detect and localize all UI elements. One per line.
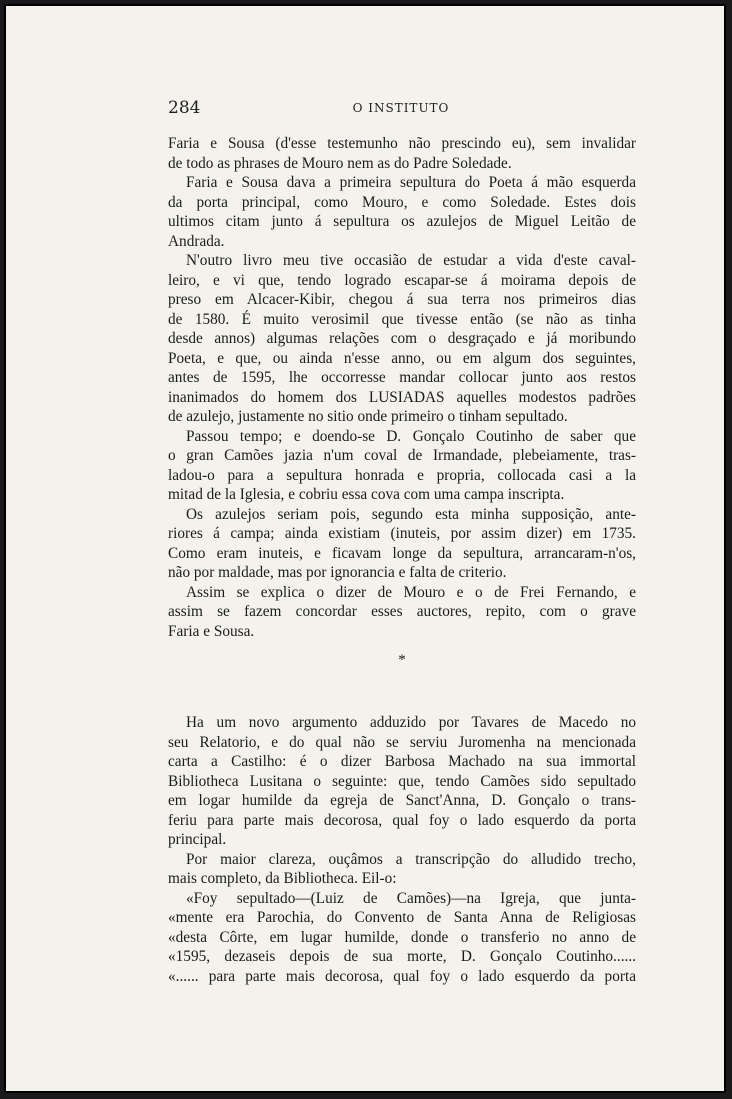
text-line: em logar humilde da egreja de Sanct'Anna, D. Gonçalo o trans- [168, 792, 636, 809]
text-line: «...... para parte mais decorosa, qual foy o lado esquerdo da porta [168, 967, 636, 985]
text-line: mais completo, da Bibliotheca. Eil-o: [168, 870, 397, 887]
paragraph-block-1 [168, 134, 636, 641]
running-title: O INSTITUTO [352, 101, 450, 115]
text-line: «Foy sepultado—(Luiz de Camões)—na Igreja, que junta- [186, 889, 636, 907]
text-line: Como eram inuteis, e ficavam longe da sepultura, arrancaram-n'os, [168, 544, 636, 562]
text-line: Os azulejos seriam pois, segundo esta minha supposição, ante- [186, 505, 636, 523]
section-separator: * [398, 652, 406, 668]
text-line: mitad de la Iglesia, e cobriu essa cova com uma campa inscripta. [168, 486, 565, 503]
text-line: desde annos) algumas relações com o desgraçado e já moribundo [168, 330, 636, 347]
text-line: de azulejo, justamente no sitio onde primeiro o tinham sepultado. [168, 408, 568, 425]
text-line: «1595, dezaseis depois de sua morte, D. Gonçalo Coutinho...... [168, 948, 636, 965]
text-line: de todo as phrases de Mouro nem as do Padre Soledade. [168, 154, 512, 172]
page-number: 284 [168, 98, 201, 118]
text-line: Por maior clareza, ouçâmos a transcripção do alludido trecho, [186, 850, 636, 868]
paragraph-block-2 [168, 713, 636, 986]
text-line: seu Relatorio, e do qual não se serviu Juromenha na mencionada [168, 733, 636, 751]
text-line: preso em Alcacer-Kibir, chegou á sua terra nos primeiros dias [168, 291, 636, 308]
text-line: Passou tempo; e doendo-se D. Gonçalo Coutinho de saber que [186, 427, 636, 445]
text-line: Bibliotheca Lusitana o seguinte: que, tendo Camões sido sepultado [168, 772, 636, 790]
text-line: N'outro livro meu tive occasião de estudar a vida d'este caval- [186, 252, 636, 269]
text-line: o gran Camões jazia n'um coval de Irmandade, plebeiamente, tras- [168, 447, 636, 464]
page-header [168, 98, 634, 120]
text-line: ultimos citam junto á sepultura os azulejos de Miguel Leitão de [168, 213, 636, 230]
text-line: carta a Castilho: é o dizer Barbosa Machado na sua immortal [168, 753, 636, 770]
text-line: Faria e Sousa (d'esse testemunho não prescindo eu), sem invalidar [168, 135, 636, 152]
text-line: feriu para parte mais decorosa, qual foy o lado esquerdo da porta [168, 811, 636, 829]
body-text [168, 134, 636, 986]
text-line: da porta principal, como Mouro, e como Soledade. Estes dois [168, 193, 636, 211]
text-line: principal. [168, 831, 227, 848]
text-line: Faria e Sousa dava a primeira sepultura do Poeta á mão esquerda [186, 174, 636, 191]
text-line: Faria e Sousa. [168, 622, 255, 640]
text-line: não por maldade, mas por ignorancia e falta de criterio. [168, 564, 507, 581]
text-line: inanimados do homem dos LUSIADAS aquelles modestos padrões [168, 388, 636, 406]
text-line: leiro, e vi que, tendo logrado escapar-se á moirama depois de [168, 271, 636, 289]
text-line: «mente era Parochia, do Convento de Santa Anna de Religiosas [168, 909, 636, 926]
text-line: «desta Côrte, em lugar humilde, donde o transferio no anno de [168, 928, 636, 946]
text-line: antes de 1595, lhe occorresse mandar collocar junto aos restos [168, 369, 636, 386]
text-line: Ha um novo argumento adduzido por Tavares de Macedo no [186, 714, 636, 731]
text-line: Andrada. [168, 232, 225, 250]
book-page [4, 4, 726, 1093]
text-line: assim se fazem concordar esses auctores, repito, com o grave [168, 603, 636, 620]
text-line: ladou-o para a sepultura honrada e propria, collocada casi a la [168, 466, 636, 484]
text-line: Assim se explica o dizer de Mouro e o de Frei Fernando, e [186, 583, 636, 601]
text-line: Poeta, e que, ou ainda n'esse anno, ou em algum dos seguintes, [168, 349, 636, 367]
text-line: riores á campa; ainda existiam (inuteis, por assim dizer) em 1735. [168, 525, 636, 542]
text-line: de 1580. É muito verosimil que tivesse então (se não as tinha [168, 310, 636, 328]
